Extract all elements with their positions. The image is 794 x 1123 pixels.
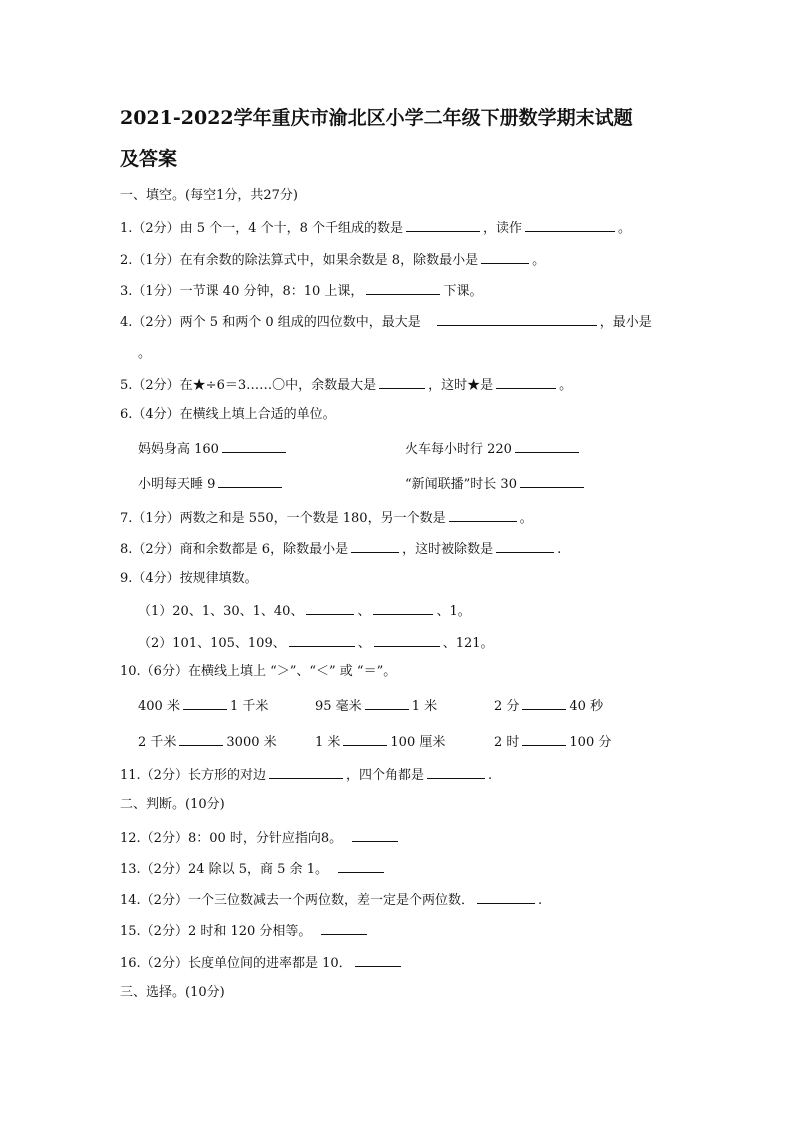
answer-blank[interactable] <box>379 375 425 389</box>
answer-blank[interactable] <box>522 732 566 746</box>
question-8 <box>120 539 561 559</box>
answer-blank[interactable] <box>496 539 554 553</box>
answer-blank[interactable] <box>321 921 367 935</box>
question-2 <box>120 250 545 270</box>
answer-blank[interactable] <box>449 508 517 522</box>
section-heading-fill-in: 一、填空。(每空1分，共27分) <box>120 188 298 203</box>
question-15 <box>120 921 370 941</box>
question-6-item-2 <box>405 439 582 459</box>
exam-title-line1: 2021-2022学年重庆市渝北区小学二年级下册数学期末试题 <box>120 107 633 129</box>
answer-blank[interactable] <box>289 633 355 647</box>
question-text: 2.（1分）在有余数的除法算式中，如果余数是 8，除数最小是 <box>120 253 479 268</box>
compare-item <box>494 732 611 752</box>
compare-left: 1 米 <box>315 735 341 750</box>
question-16 <box>120 953 404 973</box>
question-3 <box>120 281 482 301</box>
answer-blank[interactable] <box>520 474 584 488</box>
question-text: 11.（2分）长方形的对边 <box>120 768 266 783</box>
question-text: ，这时★是 <box>428 378 494 393</box>
compare-right: 1 千米 <box>229 699 269 714</box>
compare-left: 2 分 <box>494 699 520 714</box>
question-text: 4.（2分）两个 5 和两个 0 组成的四位数中，最大是 <box>120 315 421 330</box>
question-text: 7.（1分）两数之和是 550，一个数是 180，另一个数是 <box>120 511 446 526</box>
answer-blank[interactable] <box>352 828 398 842</box>
answer-blank[interactable] <box>366 281 440 295</box>
section-heading-true-false: 二、判断。(10分) <box>120 797 225 812</box>
question-text: 。 <box>519 511 533 526</box>
answer-blank[interactable] <box>306 601 354 615</box>
answer-blank[interactable] <box>355 953 401 967</box>
compare-item <box>138 696 268 716</box>
question-text: ，这时被除数是 <box>402 542 494 557</box>
question-text: 妈妈身高 160 <box>138 442 219 457</box>
question-6-item-4 <box>405 474 587 494</box>
answer-blank[interactable] <box>365 696 409 710</box>
answer-blank[interactable] <box>183 696 227 710</box>
question-text: 。 <box>138 346 152 361</box>
answer-blank[interactable] <box>338 859 384 873</box>
question-6-item-3 <box>138 474 285 494</box>
question-text: . <box>487 768 493 783</box>
compare-item <box>315 696 437 716</box>
question-9: 9.（4分）按规律填数。 <box>120 571 258 586</box>
question-text: 15.（2分）2 时和 120 分相等。 <box>120 924 312 939</box>
question-12 <box>120 828 401 848</box>
answer-blank[interactable] <box>179 732 223 746</box>
answer-blank[interactable] <box>343 732 387 746</box>
question-text: （1）20、1、30、1、40、 <box>138 604 304 619</box>
section-heading-multiple-choice: 三、选择。(10分) <box>120 985 225 1000</box>
answer-blank[interactable] <box>218 474 282 488</box>
question-text: 。 <box>532 253 546 268</box>
question-4 <box>120 312 652 332</box>
answer-blank[interactable] <box>496 375 556 389</box>
question-text: 下课。 <box>443 284 483 299</box>
question-6: 6.（4分）在横线上填上合适的单位。 <box>120 407 336 422</box>
question-text: 小明每天睡 9 <box>138 477 216 492</box>
compare-right: 100 厘米 <box>390 735 446 750</box>
answer-blank[interactable] <box>515 439 579 453</box>
answer-blank[interactable] <box>481 250 529 264</box>
answer-blank[interactable] <box>437 312 597 326</box>
answer-blank[interactable] <box>351 539 399 553</box>
question-9-row-2 <box>138 633 494 653</box>
question-6-item-1 <box>138 439 289 459</box>
question-text: 12.（2分）8：00 时，分针应指向8。 <box>120 831 343 846</box>
question-text: ，读作 <box>483 221 523 236</box>
answer-blank[interactable] <box>269 765 343 779</box>
answer-blank[interactable] <box>525 218 615 232</box>
exam-title-line2: 及答案 <box>120 148 178 170</box>
question-text: “新闻联播”时长 30 <box>405 477 517 492</box>
compare-left: 95 毫米 <box>315 699 362 714</box>
compare-item <box>138 732 277 752</box>
question-1 <box>120 218 631 238</box>
answer-blank[interactable] <box>522 696 566 710</box>
compare-right: 1 米 <box>411 699 438 714</box>
question-text: 1.（2分）由 5 个一，4 个十，8 个千组成的数是 <box>120 221 404 236</box>
question-11 <box>120 765 492 785</box>
question-text: 5.（2分）在★÷6＝3……〇中，余数最大是 <box>120 378 377 393</box>
question-13 <box>120 859 387 879</box>
compare-right: 40 秒 <box>569 699 604 714</box>
compare-item <box>494 696 603 716</box>
compare-left: 2 时 <box>494 735 520 750</box>
compare-item <box>315 732 445 752</box>
question-text: 火车每小时行 220 <box>405 442 512 457</box>
question-10: 10.（6分）在横线上填上 “＞”、“＜” 或 “＝”。 <box>120 664 397 679</box>
question-text: 3.（1分）一节课 40 分钟，8：10 上课， <box>120 284 364 299</box>
compare-right: 100 分 <box>569 735 612 750</box>
question-text: 16.（2分）长度单位间的进率都是 10． <box>120 956 352 971</box>
answer-blank[interactable] <box>406 218 480 232</box>
question-9-row-1 <box>138 601 471 621</box>
question-text: （2）101、105、109、 <box>138 636 286 651</box>
compare-left: 2 千米 <box>138 735 177 750</box>
answer-blank[interactable] <box>374 633 440 647</box>
question-text: 、 <box>357 604 371 619</box>
question-text: 8.（2分）商和余数都是 6，除数最小是 <box>120 542 349 557</box>
answer-blank[interactable] <box>477 890 535 904</box>
answer-blank[interactable] <box>222 439 286 453</box>
compare-left: 400 米 <box>138 699 180 714</box>
question-text: 。 <box>618 221 632 236</box>
question-text: ，最小是 <box>599 315 652 330</box>
question-text: . <box>537 893 543 908</box>
question-4-continuation <box>138 344 151 363</box>
question-text: 、1。 <box>436 604 471 619</box>
answer-blank[interactable] <box>427 765 485 779</box>
question-text: 13.（2分）24 除以 5，商 5 余 1。 <box>120 862 328 877</box>
question-text: 、 <box>357 636 371 651</box>
question-text: 。 <box>559 378 573 393</box>
question-text: ，四个角都是 <box>345 768 424 783</box>
question-5 <box>120 375 572 395</box>
compare-right: 3000 米 <box>226 735 277 750</box>
question-text: . <box>557 542 562 557</box>
question-text: 、121。 <box>442 636 494 651</box>
question-7 <box>120 508 533 528</box>
answer-blank[interactable] <box>373 601 433 615</box>
question-14 <box>120 890 542 910</box>
question-text: 14.（2分）一个三位数减去一个两位数，差一定是个两位数． <box>120 893 474 908</box>
